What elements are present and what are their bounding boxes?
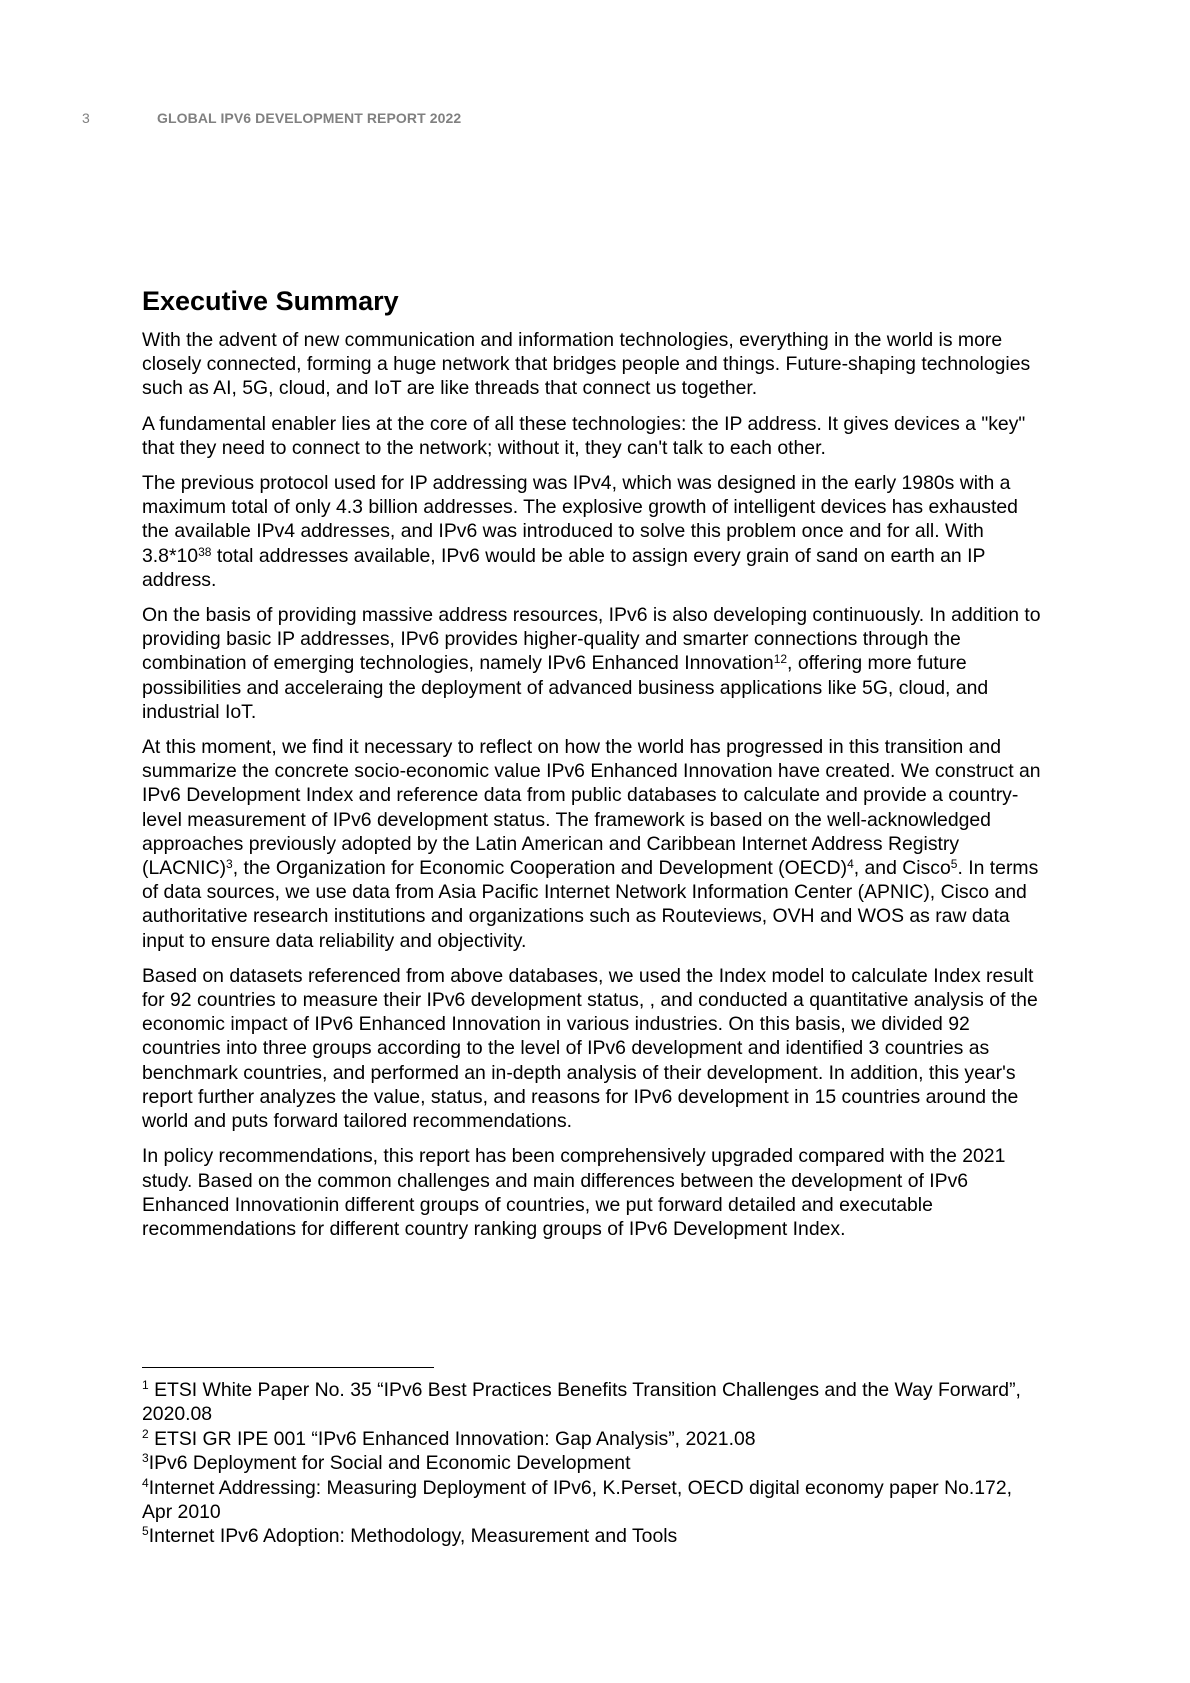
page-number: 3 — [82, 110, 90, 126]
paragraph-7: In policy recommendations, this report has been comprehensively upgraded compared with the 2021 study. Based on the common challenges and main differences between the development of IPv6 Enhanced Innovationin different groups of countries, we put forward detailed and executable recommendations for different country ranking groups of IPv6 Development Index. — [142, 1145, 1006, 1240]
page-header — [0, 110, 1190, 130]
footnote-1: $^1$ ETSI White Paper No. 35 “IPv6 Best Practices Benefits Transition Challenges and the Way Forward”, 2020.08 — [142, 1378, 1021, 1426]
footnotes — [142, 1378, 1044, 1549]
footnote-ref: 4 — [847, 857, 854, 872]
exponent: 38 — [198, 544, 212, 559]
footnote-ref: 5 — [950, 857, 958, 872]
footnote-ref: 12 — [773, 652, 788, 667]
paragraph-4: On the basis of providing massive address resources, IPv6 is also developing continuously. In addition to providing basic IP addresses, IPv6 provides higher-quality and smarter connections through the combination of emerging technologies, namely IPv6 Enhanced Innovation$^{12}$, offering more future possibilities and acceleraing the deployment of advanced business applications like 5G, cloud, and industrial IoT. — [142, 604, 1041, 723]
paragraph-3: The previous protocol used for IP addressing was IPv4, which was designed in the early 1980s with a maximum total of only 4.3 billion addresses. The explosive growth of intelligent devices has exhausted the available IPv4 addresses, and IPv6 was introduced to solve this problem once and for all. With $3.8*10^{38}$ total addresses available, IPv6 would be able to assign every grain of sand on earth an IP address. — [142, 472, 1018, 591]
footnote-4: $^4$Internet Addressing: Measuring Deployment of IPv6, K.Perset, OECD digital economy paper No.172, Apr 2010 — [142, 1475, 1013, 1524]
paragraph-6: Based on datasets referenced from above databases, we used the Index model to calculate Index result for 92 countries to measure their IPv6 development status, , and conducted a quantitative analysis of the economic impact of IPv6 Enhanced Innovation in various industries. On this basis, we divided 92 countries into three groups according to the level of IPv6 development and identified 3 countries as benchmark countries, and performed an in-depth analysis of their development. In addition, this year's report further analyzes the value, status, and reasons for IPv6 development in 15 countries around the world and puts forward tailored recommendations. — [142, 964, 1038, 1133]
running-header-title: GLOBAL IPV6 DEVELOPMENT REPORT 2022 — [157, 110, 462, 126]
footnote-separator — [142, 1367, 434, 1368]
paragraph-5: At this moment, we find it necessary to reflect on how the world has progressed in this transition and summarize the concrete socio-economic value IPv6 Enhanced Innovation have created. We construct an IPv6 Development Index and reference data from public databases to calculate and provide a country-level measurement of IPv6 development status. The framework is based on the well-acknowledged approaches previously adopted by the Latin American and Caribbean Internet Address Registry (LACNIC)$^3$, the Organization for Economic Cooperation and Development (OECD)$^4$, and Cisco$^5$. In terms of data sources, we use data from Asia Pacific Internet Network Information Center (APNIC), Cisco and authoritative research institutions and organizations such as Routeviews, OVH and WOS as raw data input to ensure data reliability and objectivity. — [142, 736, 1041, 952]
main-content — [142, 284, 1042, 1252]
footnote-ref: 3 — [226, 857, 233, 872]
paragraph-2: A fundamental enabler lies at the core of all these technologies: the IP address. It gives devices a "key" that they need to connect to the network; without it, they can't talk to each other. — [142, 412, 1026, 459]
section-title: Executive Summary — [142, 286, 399, 316]
footnote-5: $^5$Internet IPv6 Adoption: Methodology, Measurement and Tools — [142, 1524, 678, 1548]
footnote-2: $^2$ ETSI GR IPE 001 “IPv6 Enhanced Innovation: Gap Analysis”, 2021.08 — [142, 1426, 756, 1450]
footnote-3: $^3$IPv6 Deployment for Social and Economic Development — [142, 1451, 631, 1475]
paragraph-1: With the advent of new communication and information technologies, everything in the world is more closely connected, forming a huge network that bridges people and things. Future-shaping technologies such as AI, 5G, cloud, and IoT are like threads that connect us together. — [142, 329, 1031, 400]
